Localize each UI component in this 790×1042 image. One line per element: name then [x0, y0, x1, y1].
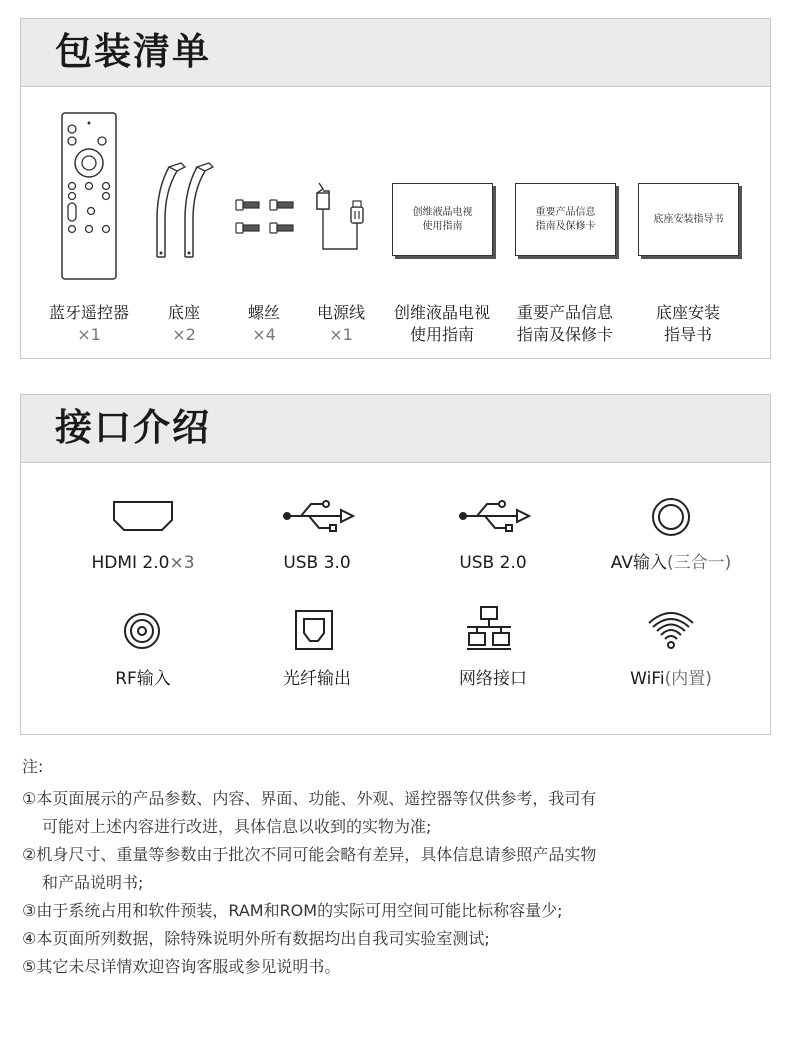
port-av-name: AV输入 — [610, 553, 667, 573]
item-qty-screw: ×4 — [252, 325, 276, 344]
av-icon — [651, 497, 691, 537]
package-list-panel — [20, 18, 771, 359]
port-av-note: (三合一) — [666, 553, 732, 573]
item-qty-power-cord: ×1 — [329, 325, 353, 344]
package-list-title: 包装清单 — [55, 30, 211, 73]
manual-product-info-line2: 指南及保修卡 — [535, 220, 596, 232]
wifi-icon — [645, 607, 697, 651]
note-line-2-cont: 和产品说明书; — [42, 873, 144, 892]
rf-icon — [122, 611, 162, 651]
port-label-usb2: USB 2.0 — [459, 553, 527, 573]
note-line-2: ②机身尺寸、重量等参数由于批次不同可能会略有差异，具体信息请参照产品实物 — [22, 845, 597, 864]
hdmi-icon — [112, 500, 174, 532]
note-line-1: ①本页面展示的产品参数、内容、界面、功能、外观、遥控器等仅供参考，我司有 — [22, 789, 597, 808]
usb-icon — [281, 498, 355, 534]
note-line-5: ⑤其它未尽详情欢迎咨询客服或参见说明书。 — [22, 957, 341, 976]
optical-icon — [294, 609, 334, 651]
item-label-product-info: 重要产品信息 — [516, 303, 613, 322]
item-label-product-info-2: 指南及保修卡 — [516, 325, 613, 344]
note-line-1-cont: 可能对上述内容进行改进，具体信息以收到的实物为准; — [42, 817, 432, 836]
power-cord-icon — [309, 179, 365, 259]
port-hdmi-name: HDMI 2.0 — [91, 553, 170, 573]
item-qty-remote: ×1 — [77, 325, 101, 344]
item-label-stand-guide: 底座安装 — [655, 303, 720, 322]
note-line-4: ④本页面所列数据，除特殊说明外所有数据均出自我司实验室测试; — [22, 929, 490, 948]
port-label-usb3: USB 3.0 — [283, 553, 351, 573]
manual-stand-guide-icon — [638, 183, 739, 256]
item-label-power-cord: 电源线 — [316, 303, 365, 322]
port-wifi-note: (内置) — [664, 669, 712, 689]
ports-panel — [20, 394, 771, 735]
item-label-stand-guide-2: 指导书 — [663, 325, 712, 344]
ports-header — [21, 395, 770, 463]
notes-heading: 注: — [22, 757, 44, 776]
manual-product-info-icon — [515, 183, 616, 256]
manual-tv-guide-line2: 使用指南 — [422, 220, 463, 232]
item-qty-stand: ×2 — [172, 325, 196, 344]
ports-title: 接口介绍 — [55, 406, 211, 449]
remote-control-icon — [59, 111, 119, 281]
screw-icon — [233, 195, 299, 241]
port-label-rf: RF输入 — [115, 669, 171, 689]
item-label-remote: 蓝牙遥控器 — [48, 303, 129, 322]
usb-icon — [457, 498, 531, 534]
manual-tv-guide-line1: 创维液晶电视 — [412, 206, 473, 218]
port-label-wifi — [571, 667, 771, 691]
port-label-network: 网络接口 — [459, 669, 527, 689]
item-label-screw: 螺丝 — [247, 303, 280, 322]
manual-tv-guide-icon — [392, 183, 493, 256]
item-label-stand: 底座 — [167, 303, 200, 322]
network-icon — [465, 605, 513, 653]
item-label-tv-guide: 创维液晶电视 — [393, 303, 490, 322]
port-wifi-name: WiFi — [630, 669, 665, 689]
item-label-tv-guide-2: 使用指南 — [409, 325, 474, 344]
port-label-av — [571, 551, 771, 575]
port-hdmi-count: ×3 — [169, 553, 195, 573]
notes-section — [22, 753, 770, 981]
port-label-optical: 光纤输出 — [283, 669, 351, 689]
package-list-header — [21, 19, 770, 87]
port-label-hdmi — [43, 551, 243, 575]
manual-stand-guide-line1: 底座安装指导书 — [653, 213, 724, 225]
stand-icon — [149, 159, 221, 263]
note-line-3: ③由于系统占用和软件预装，RAM和ROM的实际可用空间可能比标称容量少; — [22, 901, 563, 920]
manual-product-info-line1: 重要产品信息 — [535, 206, 596, 218]
